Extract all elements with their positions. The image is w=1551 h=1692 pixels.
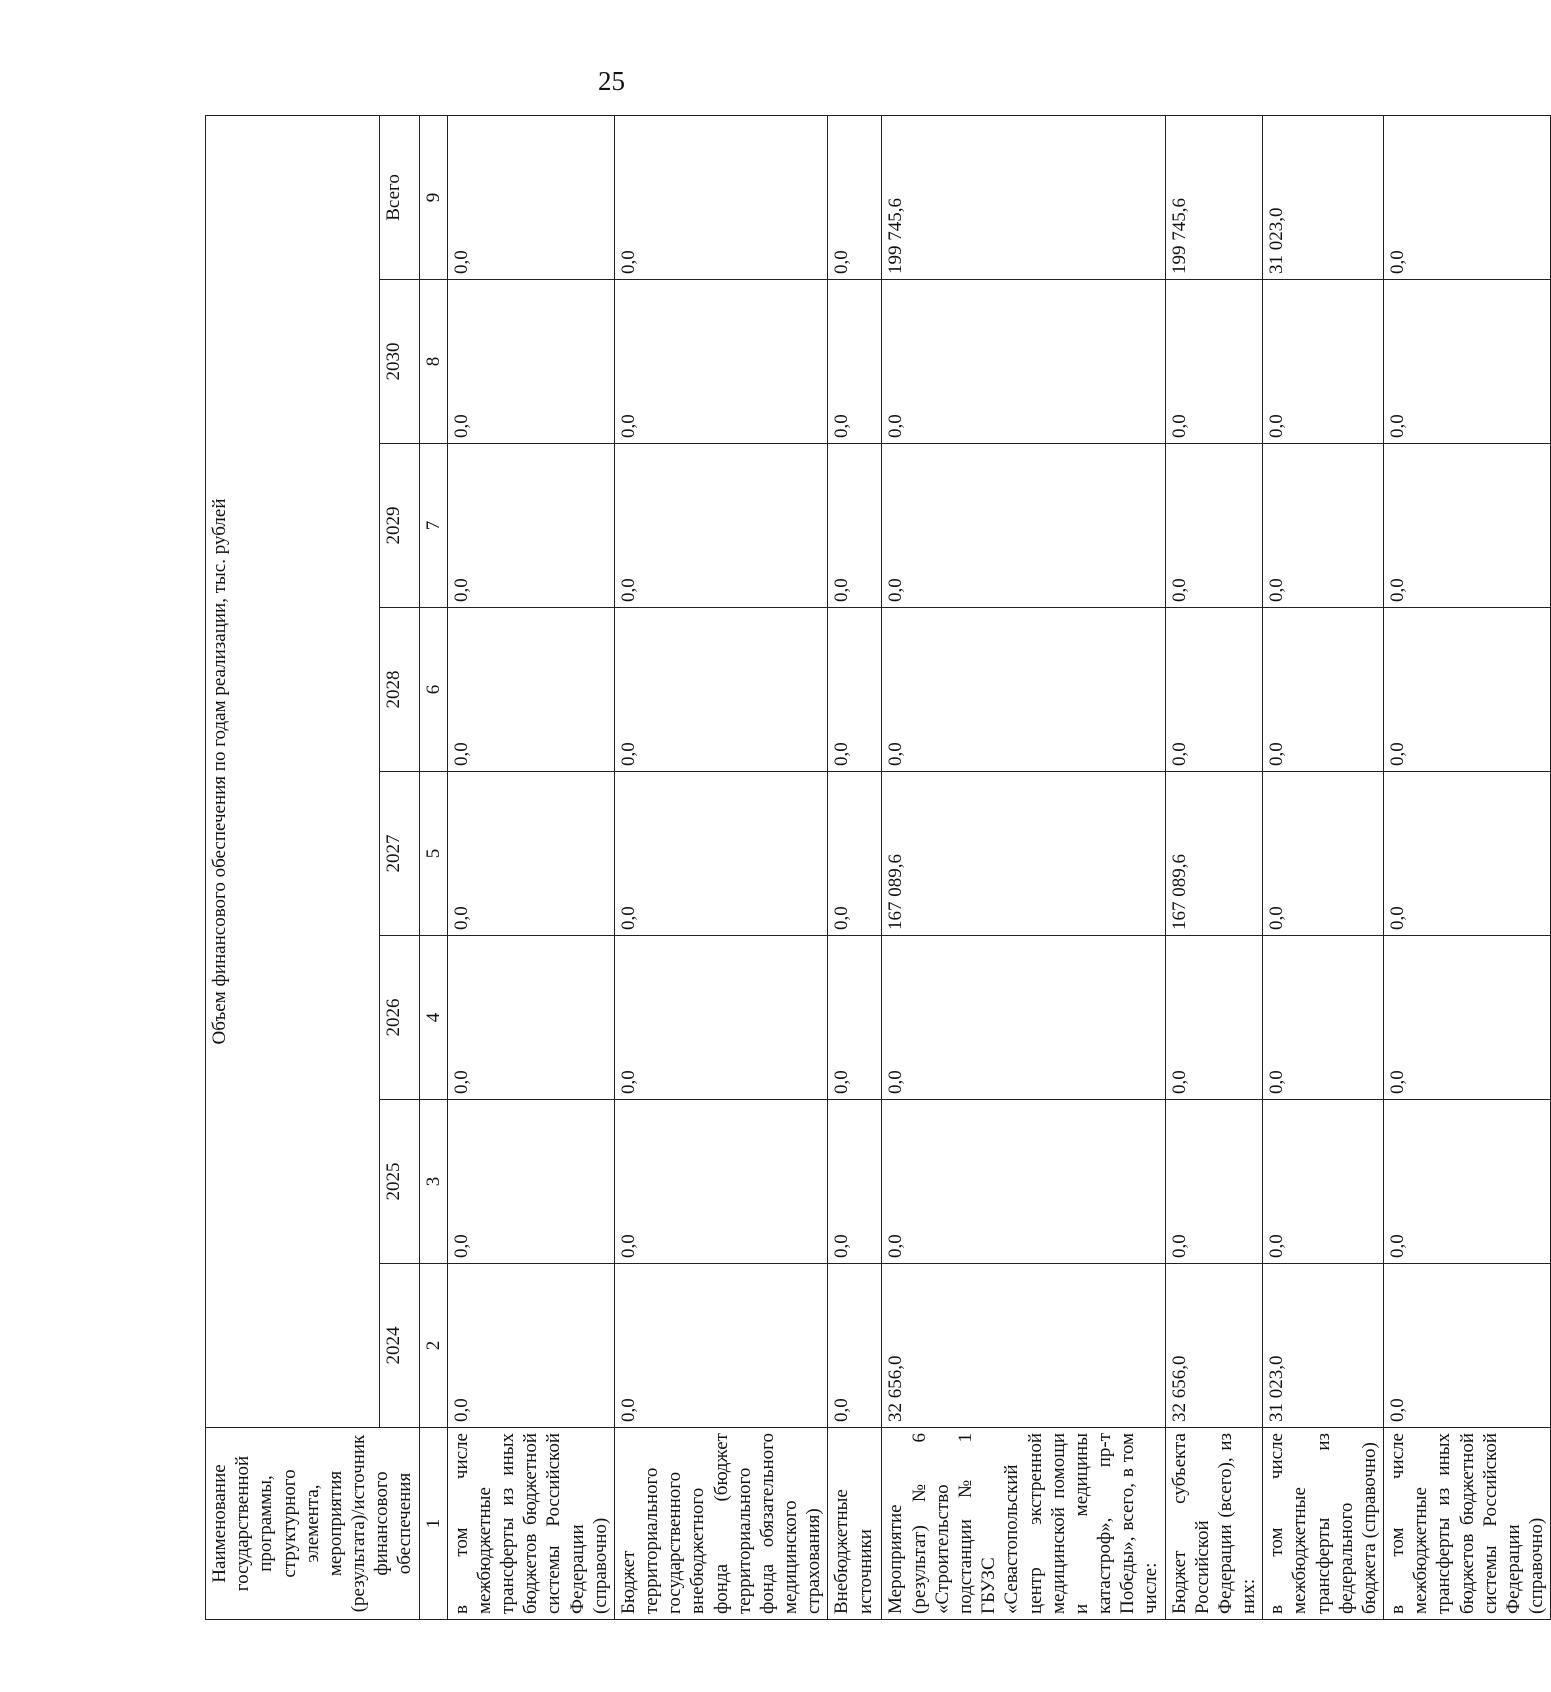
- table-row: [1263, 115, 1384, 1619]
- row-name: Внебюджетные источники: [828, 1428, 882, 1620]
- value-cell: 0,0: [447, 1100, 614, 1264]
- value-cell: 0,0: [614, 1100, 828, 1264]
- value-cell: 0,0: [447, 772, 614, 936]
- year-header: 2025: [379, 1100, 419, 1264]
- value-cell: 0,0: [447, 936, 614, 1100]
- value-cell: 31 023,0: [1263, 115, 1384, 279]
- table-row: [1384, 115, 1551, 1619]
- value-cell: 0,0: [828, 1100, 882, 1264]
- value-cell: 32 656,0: [1165, 1264, 1263, 1428]
- value-cell: 0,0: [828, 444, 882, 608]
- value-cell: 0,0: [1384, 772, 1551, 936]
- value-cell: 0,0: [1165, 936, 1263, 1100]
- value-cell: 0,0: [447, 444, 614, 608]
- value-cell: 0,0: [828, 772, 882, 936]
- column-number: 5: [419, 772, 447, 936]
- value-cell: 0,0: [828, 280, 882, 444]
- row-name: в том числе межбюджетные трансферты из иных бюджетов бюджетной системы Российской Федерации (справочно): [447, 1428, 614, 1620]
- value-cell: 32 656,0: [882, 1264, 1165, 1428]
- value-cell: 0,0: [1165, 608, 1263, 772]
- value-cell: 0,0: [1384, 115, 1551, 279]
- table-row: [1165, 115, 1263, 1619]
- row-name: в том числе межбюджетные трансферты из иных бюджетов бюджетной системы Российской Федерации (справочно): [1384, 1428, 1551, 1620]
- column-number: 4: [419, 936, 447, 1100]
- value-cell: 0,0: [1165, 444, 1263, 608]
- value-cell: 0,0: [614, 608, 828, 772]
- value-cell: 0,0: [1384, 280, 1551, 444]
- value-cell: 0,0: [447, 608, 614, 772]
- value-cell: 0,0: [882, 608, 1165, 772]
- year-header: 2028: [379, 608, 419, 772]
- value-cell: 0,0: [1263, 936, 1384, 1100]
- table-row: [828, 115, 882, 1619]
- value-cell: 0,0: [1384, 936, 1551, 1100]
- value-cell: 0,0: [1263, 608, 1384, 772]
- value-cell: 0,0: [447, 115, 614, 279]
- column-number: 7: [419, 444, 447, 608]
- value-cell: 0,0: [614, 280, 828, 444]
- value-cell: 0,0: [1165, 1100, 1263, 1264]
- value-cell: 0,0: [1384, 608, 1551, 772]
- value-cell: 0,0: [1263, 280, 1384, 444]
- column-number: 6: [419, 608, 447, 772]
- total-header: Всего: [379, 115, 419, 279]
- value-cell: 199 745,6: [1165, 115, 1263, 279]
- financing-volume-header: Объем финансового обеспечения по годам реализации, тыс. рублей: [206, 115, 380, 1427]
- value-cell: 0,0: [1263, 444, 1384, 608]
- row-name: в том числе межбюджетные трансферты из федерального бюджета (справочно): [1263, 1428, 1384, 1620]
- year-header: 2024: [379, 1264, 419, 1428]
- page-number: 25: [598, 66, 625, 96]
- value-cell: 0,0: [828, 936, 882, 1100]
- value-cell: 0,0: [828, 115, 882, 279]
- value-cell: 0,0: [1384, 1100, 1551, 1264]
- value-cell: 0,0: [1165, 280, 1263, 444]
- financing-table: [205, 115, 1551, 1620]
- row-name: Бюджет субъекта Российской Федерации (всего), из них:: [1165, 1428, 1263, 1620]
- value-cell: 0,0: [447, 1264, 614, 1428]
- value-cell: 0,0: [614, 772, 828, 936]
- value-cell: 0,0: [447, 280, 614, 444]
- value-cell: 0,0: [882, 444, 1165, 608]
- row-name: Бюджет территориального государственного внебюджетного фонда (бюджет территориального фонда обязательного медицинского страхования): [614, 1428, 828, 1620]
- value-cell: 0,0: [1384, 1264, 1551, 1428]
- name-column-header: Наименование государственной программы, структурного элемента, мероприятия (результата)/источник финансового обеспечения: [206, 1428, 420, 1620]
- value-cell: 167 089,6: [1165, 772, 1263, 936]
- column-number: 3: [419, 1100, 447, 1264]
- value-cell: 0,0: [614, 936, 828, 1100]
- value-cell: 0,0: [882, 1100, 1165, 1264]
- value-cell: 0,0: [882, 280, 1165, 444]
- column-number: 2: [419, 1264, 447, 1428]
- value-cell: 0,0: [614, 1264, 828, 1428]
- value-cell: 167 089,6: [882, 772, 1165, 936]
- value-cell: 0,0: [614, 115, 828, 279]
- column-number: 9: [419, 115, 447, 279]
- value-cell: 0,0: [828, 1264, 882, 1428]
- value-cell: 0,0: [1263, 1100, 1384, 1264]
- value-cell: 31 023,0: [1263, 1264, 1384, 1428]
- year-header: 2030: [379, 280, 419, 444]
- rotated-table-container: [205, 130, 1548, 1620]
- column-number: 1: [419, 1428, 447, 1620]
- value-cell: 0,0: [828, 608, 882, 772]
- value-cell: 0,0: [1384, 444, 1551, 608]
- value-cell: 0,0: [614, 444, 828, 608]
- table-row: [447, 115, 614, 1619]
- year-header: 2029: [379, 444, 419, 608]
- year-header: 2027: [379, 772, 419, 936]
- value-cell: 0,0: [1263, 772, 1384, 936]
- table-row: [614, 115, 828, 1619]
- value-cell: 0,0: [882, 936, 1165, 1100]
- value-cell: 199 745,6: [882, 115, 1165, 279]
- column-number: 8: [419, 280, 447, 444]
- table-row: [882, 115, 1165, 1619]
- row-name: Мероприятие (результат) № 6 «Строительство подстанции № 1 ГБУЗС «Севастопольский центр экстренной медицинской помощи и медицины катастроф», пр-т Победы», всего, в том числе:: [882, 1428, 1165, 1620]
- year-header: 2026: [379, 936, 419, 1100]
